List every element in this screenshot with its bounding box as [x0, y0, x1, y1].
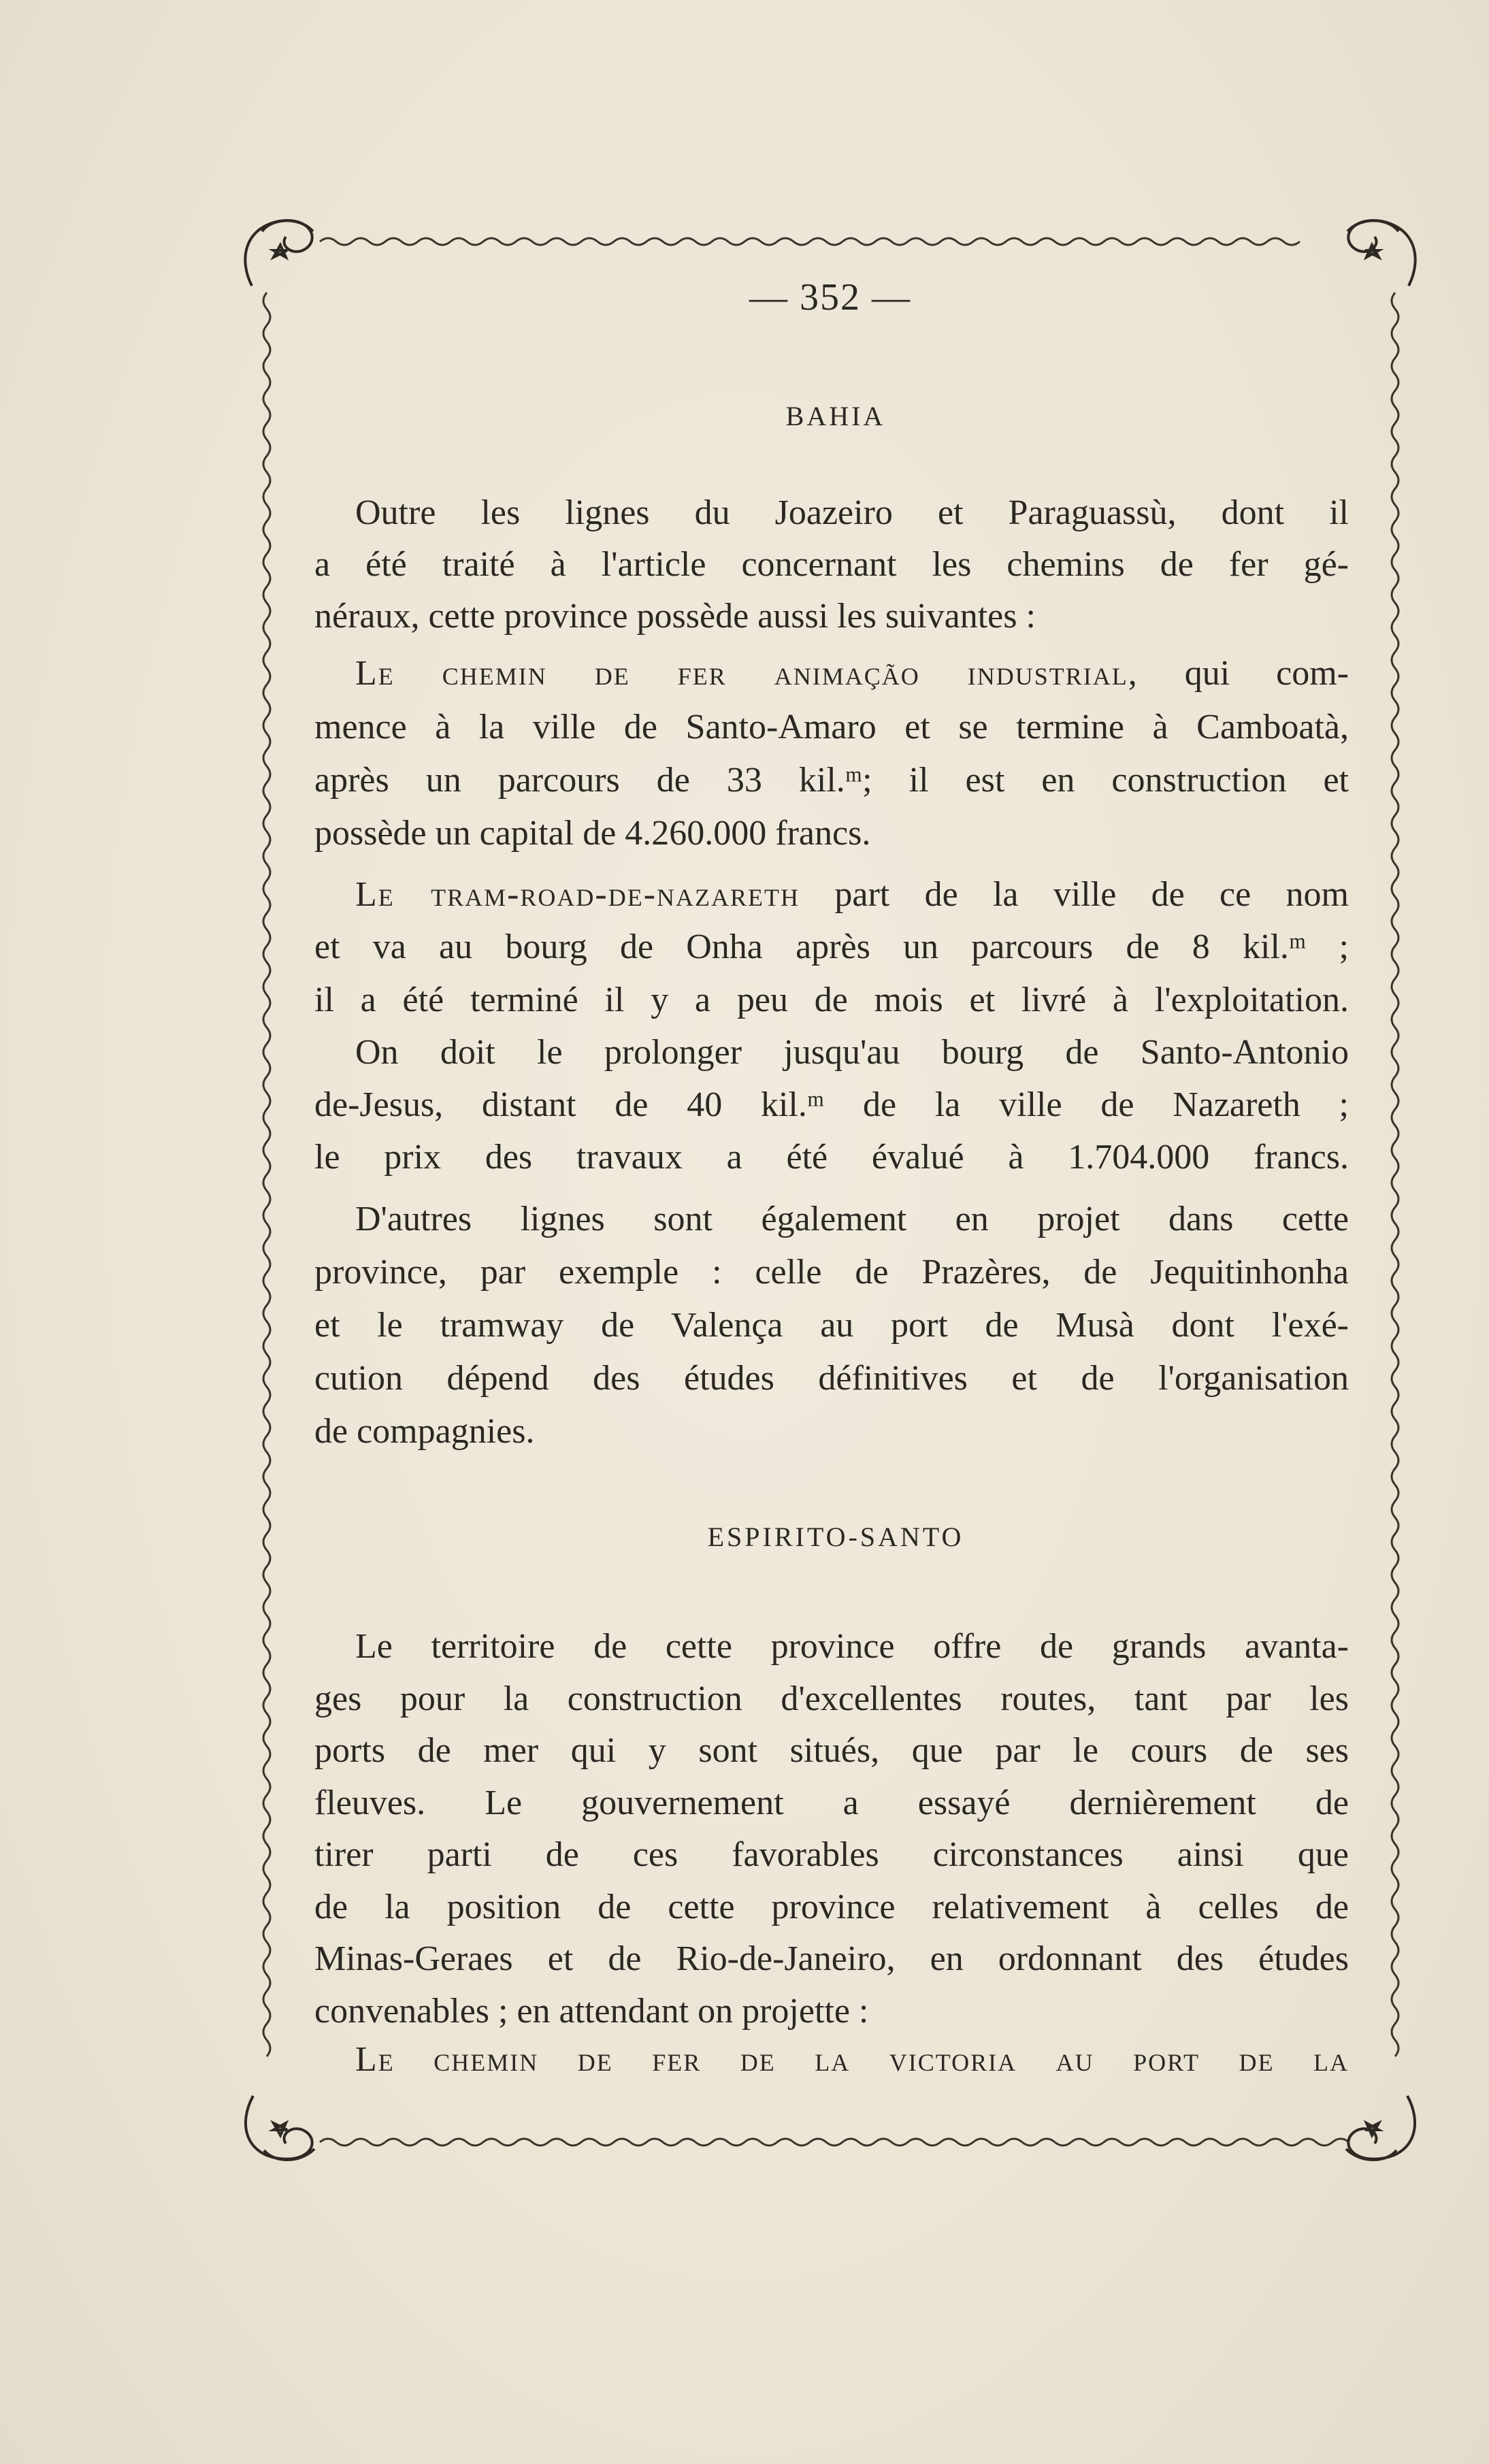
corner-ornament-top-left — [245, 220, 313, 286]
corner-ornament-bottom-right — [1346, 2096, 1415, 2160]
corner-ornament-bottom-left — [246, 2096, 314, 2160]
text-line: Minas-Geraes et de Rio-de-Janeiro, en ordonnant des études — [314, 1939, 1349, 1978]
text-line: Le territoire de cette province offre de grands avanta- — [355, 1627, 1349, 1666]
text-line: province, par exemple : celle de Prazères, de Jequitinhonha — [314, 1253, 1349, 1292]
text-line: le prix des travaux a été évalué à 1.704.000 francs. — [314, 1138, 1349, 1177]
text-line: Le tram-road-de-nazareth part de la ville de ce nom — [355, 875, 1349, 914]
text-line: tirer parti de ces favorables circonstances ainsi que — [314, 1835, 1349, 1874]
section-heading-espirito-santo: ESPIRITO-SANTO — [707, 1522, 964, 1552]
text-line: Le chemin de fer animação industrial, qui com- — [355, 654, 1349, 693]
text-line: après un parcours de 33 kil.ᵐ; il est en construction et — [314, 761, 1349, 800]
railway-name: Le tram-road-de-nazareth — [355, 875, 800, 914]
frame-bottom-border — [320, 2139, 1349, 2146]
text-line: néraux, cette province possède aussi les suivantes : — [314, 597, 1036, 636]
frame-right-border — [1392, 293, 1398, 2056]
railway-name: Le chemin de fer de la victoria au port de la — [355, 2040, 1349, 2079]
frame-left-border — [263, 293, 270, 2056]
text-line: On doit le prolonger jusqu'au bourg de Santo-Antonio — [355, 1033, 1349, 1072]
text-line: de la position de cette province relativement à celles de — [314, 1888, 1349, 1926]
text-line: D'autres lignes sont également en projet dans cette — [355, 1200, 1349, 1238]
text-line: de compagnies. — [314, 1412, 535, 1451]
section-heading-bahia: BAHIA — [785, 401, 886, 431]
text-line: Outre les lignes du Joazeiro et Paraguassù, dont il — [355, 493, 1349, 532]
frame-top-border — [320, 238, 1300, 245]
text-line: convenables ; en attendant on projette : — [314, 1992, 869, 2031]
text-line: et le tramway de Valença au port de Musà dont l'exé- — [314, 1306, 1349, 1345]
text-line: de-Jesus, distant de 40 kil.ᵐ de la ville de Nazareth ; — [314, 1085, 1349, 1124]
text-line: mence à la ville de Santo-Amaro et se termine à Camboatà, — [314, 708, 1349, 746]
text-line — [314, 2038, 1349, 2082]
page-number: — 352 — — [749, 276, 911, 318]
text-line: ges pour la construction d'excellentes routes, tant par les — [314, 1679, 1349, 1718]
text-line: possède un capital de 4.260.000 francs. — [314, 814, 871, 853]
text-line: cution dépend des études définitives et de l'organisation — [314, 1359, 1349, 1398]
text-line: et va au bourg de Onha après un parcours de 8 kil.ᵐ ; — [314, 927, 1349, 966]
text-line: a été traité à l'article concernant les chemins de fer gé- — [314, 545, 1349, 584]
corner-ornament-top-right — [1347, 220, 1416, 286]
text-line: fleuves. Le gouvernement a essayé dernièrement de — [314, 1784, 1349, 1822]
text-line: il a été terminé il y a peu de mois et livré à l'exploitation. — [314, 981, 1349, 1019]
text-line: ports de mer qui y sont situés, que par le cours de ses — [314, 1731, 1349, 1770]
railway-name: Le chemin de fer animação industrial, — [355, 654, 1139, 693]
